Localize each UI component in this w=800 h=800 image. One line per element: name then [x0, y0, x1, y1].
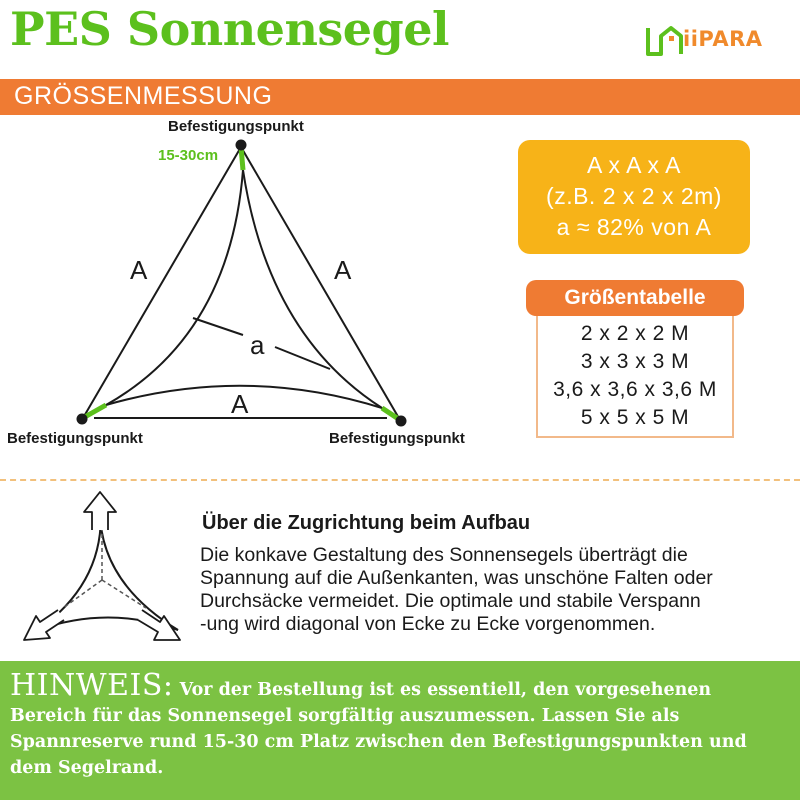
tension-arrows-icon: [18, 490, 198, 650]
anchor-label-left: Befestigungspunkt: [7, 430, 143, 447]
brand-logo: [645, 22, 785, 58]
inner-label: a: [250, 330, 265, 360]
formula-line-1: A x A x A: [586, 152, 681, 178]
formula-line-2: (z.B. 2 x 2 x 2m): [546, 183, 722, 209]
anchor-label-right: Befestigungspunkt: [329, 430, 465, 447]
side-label-right: A: [334, 255, 352, 285]
outer-edge-right: [241, 147, 400, 420]
page-title: PES Sonnensegel: [10, 2, 449, 56]
tension-line: Spannung auf die Außenkanten, was unschöne Falten oder: [200, 567, 713, 589]
triangle-drawing: [0, 115, 500, 460]
section-title: GRÖSSENMESSUNG: [14, 82, 273, 110]
sail-edge-right: [243, 170, 382, 408]
reserve-label: 15-30cm: [158, 147, 219, 164]
formula-line-3: a ≈ 82% von A: [556, 214, 712, 240]
size-row: 3 x 3 x 3 M: [580, 350, 690, 373]
side-label-left: A: [130, 255, 148, 285]
section-header: [0, 79, 800, 115]
house-icon: [645, 22, 685, 58]
note-panel: [0, 661, 800, 800]
section-divider: [0, 479, 800, 481]
dimension-line-inner-2: [275, 347, 330, 369]
tension-title: Über die Zugrichtung beim Aufbau: [202, 512, 531, 534]
size-row: 5 x 5 x 5 M: [580, 406, 690, 429]
note-text: Vor der Bestellung ist es essentiell, den vorgesehenen Bereich für das Sonnensegel sorgfältig auszumessen. Lassen Sie als Spannreserve rund 15-30 cm Platz zwischen den Befestigungspunkten und dem Segelrand.: [10, 680, 747, 778]
tension-description: [200, 544, 795, 636]
anchor-point-right: [396, 416, 407, 427]
size-table: [536, 312, 734, 438]
tension-diagram: [18, 490, 198, 650]
size-row: 2 x 2 x 2 M: [580, 322, 690, 345]
anchor-label-top: Befestigungspunkt: [168, 118, 304, 135]
size-row: 3,6 x 3,6 x 3,6 M: [553, 378, 717, 401]
tension-line: Durchsäcke vermeidet. Die optimale und stabile Verspann: [200, 590, 701, 612]
formula-box: [518, 140, 750, 254]
side-label-bottom: A: [231, 389, 249, 419]
dimension-line-inner-1: [193, 318, 243, 335]
tension-line: -ung wird diagonal von Ecke zu Ecke vorgenommen.: [200, 613, 656, 635]
anchor-point-top: [236, 140, 247, 151]
note-paragraph: [10, 668, 790, 781]
brand-name: iiPARA: [683, 27, 763, 51]
size-table-title: Größentabelle: [526, 280, 744, 316]
triangle-diagram: [0, 115, 500, 460]
tension-line: Die konkave Gestaltung des Sonnensegels überträgt die: [200, 544, 688, 566]
note-title: HINWEIS:: [10, 668, 174, 703]
anchor-point-left: [77, 414, 88, 425]
sail-edge-left: [106, 170, 243, 405]
